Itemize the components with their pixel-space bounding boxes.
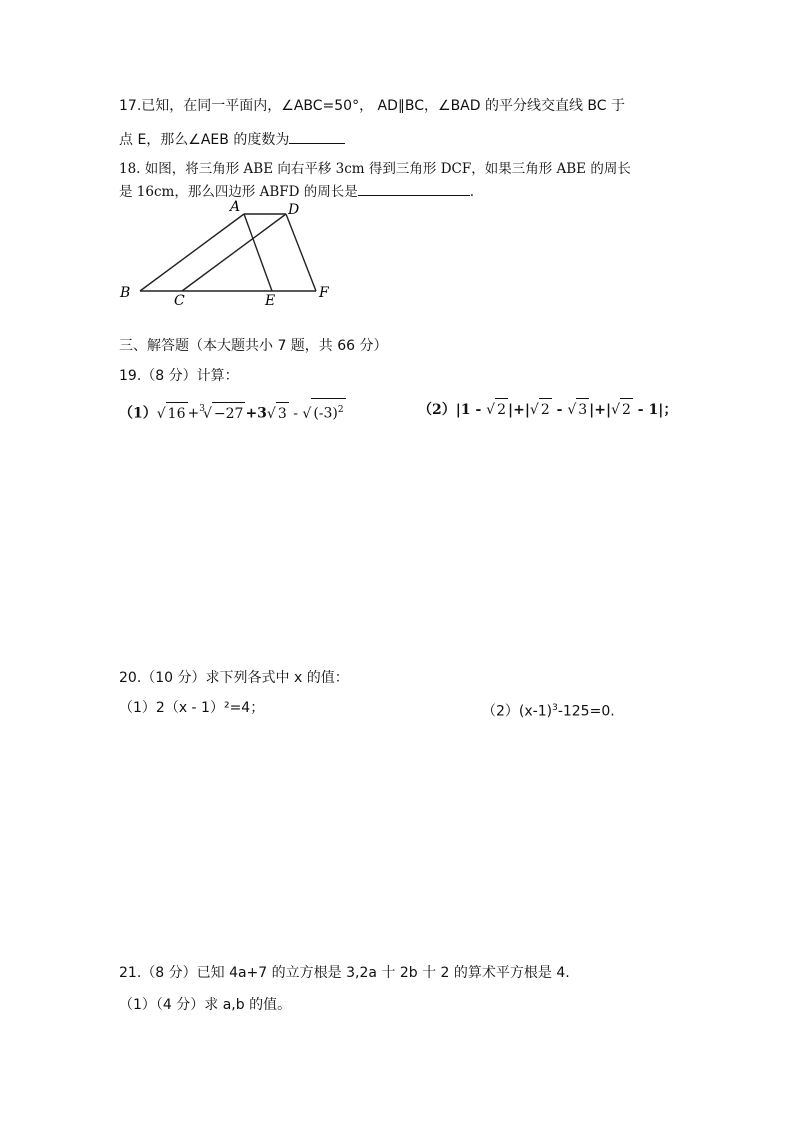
segment-cd	[182, 214, 286, 291]
label-f: F	[319, 285, 329, 301]
q18-line1: 18. 如图，将三角形 ABE 向右平移 3cm 得到三角形 DCF，如果三角形 ABE 的周长	[119, 161, 631, 177]
segment-ab	[140, 214, 244, 291]
q19-p2-d: |+|	[589, 402, 612, 418]
q20-title: 20.（10 分）求下列各式中 x 的值：	[119, 670, 349, 686]
q19-title: 19.（8 分）计算：	[119, 368, 239, 384]
q19-part1	[119, 398, 346, 427]
sqrt-2-c: √ 2	[611, 398, 633, 421]
label-a: A	[230, 199, 241, 215]
q19-part2	[418, 398, 677, 421]
q19-part2-label: （2）	[418, 402, 456, 418]
q20-part2	[482, 699, 615, 721]
q19-p2-a: |1 -	[455, 402, 487, 418]
cbrt-neg27: √ −27	[203, 402, 245, 425]
q17-answer-blank	[289, 129, 345, 144]
sqrt-neg3-squared: √ $(-3)^2$	[302, 398, 345, 425]
q21-title: 21.（8 分）已知 4a+7 的立方根是 3,2a 十 2b 十 2 的算术平方根是 4.	[119, 965, 570, 981]
segment-ae	[244, 214, 272, 291]
q17-line1: 17.已知，在同一平面内，∠ABC=50°， AD∥BC，∠BAD 的平分线交直线 BC 于	[119, 98, 626, 114]
q17-line2	[119, 129, 345, 149]
q20-part2-b: -125=0.	[557, 703, 615, 720]
sqrt-3-b: √ 3	[567, 398, 589, 421]
label-d: D	[288, 202, 300, 218]
neg3: (-3)	[313, 405, 338, 422]
section3-title: 三、解答题（本大题共小 7 题，共 66 分）	[119, 338, 388, 354]
q20-part1: （1）2（x - 1）²=4；	[119, 700, 265, 716]
q21-part1: （1）（4 分）求 a,b 的值。	[119, 997, 292, 1013]
q19-minus: -	[288, 405, 303, 422]
sqrt-16: √ 16	[157, 402, 188, 425]
q19-p2-b: |+|	[508, 402, 530, 418]
q19-p2-e: - 1|；	[632, 402, 678, 418]
label-e: E	[265, 293, 276, 308]
translation-figure	[112, 196, 342, 308]
q19-plus1: +	[187, 405, 200, 422]
q18-answer-blank	[358, 181, 470, 196]
q18-line2-text: 是 16cm，那么四边形 ABFD 的周长是	[119, 184, 358, 200]
q20-exp-3: 3	[552, 703, 558, 713]
q17-line2-text: 点 E，那么∠AEB 的度数为	[119, 132, 290, 148]
q19-part1-label: （1）	[119, 405, 157, 422]
exp-2: 2	[337, 405, 344, 415]
q19-p2-c: -	[551, 402, 568, 418]
cube-root-index: 3	[199, 403, 205, 414]
sqrt-2-a: √ 2	[486, 398, 508, 421]
q19-plus2: +3	[245, 405, 267, 422]
label-c: C	[174, 293, 185, 308]
q18-line2-end: .	[469, 184, 475, 200]
sqrt-2-b: √ 2	[530, 398, 552, 421]
sqrt-3: √ 3	[267, 402, 289, 425]
segment-df	[286, 214, 316, 291]
label-b: B	[120, 285, 131, 301]
q20-part2-a: （2）(x-1)	[482, 703, 553, 720]
